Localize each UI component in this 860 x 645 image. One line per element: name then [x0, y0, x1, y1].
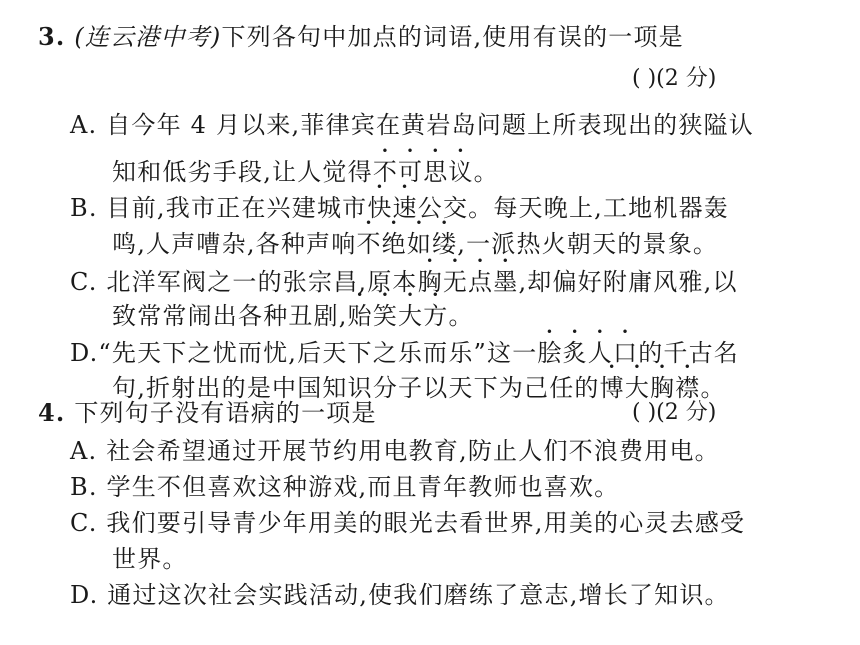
- q4-option-b-letter: B.: [70, 473, 98, 501]
- question-4-stem: 下列句子没有语病的一项是: [74, 399, 377, 427]
- question-3-stem: 下列各句中加点的词语,使用有误的一项是: [221, 23, 684, 51]
- q3-option-c-text-2-emphasis: 贻笑大方: [347, 302, 449, 330]
- q3-option-b-text-2-emphasis: 不绝如缕: [356, 230, 458, 258]
- q3-option-c-letter: C.: [70, 268, 98, 296]
- q3-option-c-text-2: 致常常闹出各种丑剧,贻笑大方。: [112, 302, 474, 330]
- q3-option-b-text-2: 鸣,人声嘈杂,各种声响不绝如缕,一派热火朝天的景象。: [112, 230, 719, 258]
- question-3-score: ( )(2 分): [632, 66, 717, 91]
- q3-option-c-text-1-emphasis: 胸无点墨: [417, 268, 519, 296]
- q4-option-d-letter: D.: [70, 581, 99, 609]
- question-4-score: ( )(2 分): [632, 400, 717, 425]
- q3-option-b-text-1: 目前,我市正在兴建城市快速公交。每天晚上,工地机器轰: [106, 194, 729, 222]
- q4-option-b-text: 学生不但喜欢这种游戏,而且青年教师也喜欢。: [106, 473, 620, 501]
- q3-option-d-text-1: “先天下之忧而忧,后天下之乐而乐”这一脍炙人口的千古名: [98, 339, 740, 367]
- q3-option-c-text-1: 北洋军阀之一的张宗昌,原本胸无点墨,却偏好附庸风雅,以: [106, 268, 738, 296]
- q4-option-a-line: [70, 434, 720, 468]
- q3-option-b-text-1-emphasis: 快速: [367, 194, 418, 222]
- question-3-stem-line: [38, 20, 684, 54]
- q3-option-d-text-1-emphasis: 脍炙人口: [537, 339, 639, 367]
- q4-option-c-text-2: 世界。: [112, 545, 188, 573]
- q3-option-d-text-2: 句,折射出的是中国知识分子以天下为己任的博大胸襟。: [112, 374, 726, 402]
- q4-option-c-letter: C.: [70, 509, 98, 537]
- q4-option-c-line-1: [70, 506, 745, 540]
- q3-option-a-text-1: 自今年 4 月以来,菲律宾在黄岩岛问题上所表现出的狭隘认: [106, 111, 754, 139]
- q3-option-a-dotted-word: 不可思议: [372, 158, 474, 186]
- q3-option-d-letter: D.: [70, 339, 99, 367]
- q4-option-a-text: 社会希望通过开展节约用电教育,防止人们不浪费用电。: [106, 437, 720, 465]
- question-3-source: (连云港中考): [74, 23, 222, 51]
- q3-option-a-text-2-prefix: 知和低劣手段,让人觉得: [112, 158, 373, 186]
- question-4-number: 4.: [38, 398, 66, 427]
- q4-option-d-line: [70, 578, 730, 612]
- q3-option-d-text-2-emphasis: 博大胸襟: [599, 374, 701, 402]
- q4-option-b-line: [70, 470, 619, 504]
- q3-option-a-text-2-suffix: 。: [473, 158, 499, 186]
- q4-option-a-letter: A.: [70, 437, 98, 465]
- question-3-number: 3.: [38, 22, 66, 51]
- q3-option-a-letter: A.: [70, 111, 98, 139]
- q4-option-d-text: 通过这次社会实践活动,使我们磨练了意志,增长了知识。: [107, 581, 730, 609]
- q3-option-a-line-1: [70, 108, 754, 142]
- question-4-stem-line: [38, 396, 377, 430]
- q3-option-b-letter: B.: [70, 194, 98, 222]
- q4-option-c-line-2: [112, 542, 188, 576]
- q4-option-c-text-1: 我们要引导青少年用美的眼光去看世界,用美的心灵去感受: [106, 509, 746, 537]
